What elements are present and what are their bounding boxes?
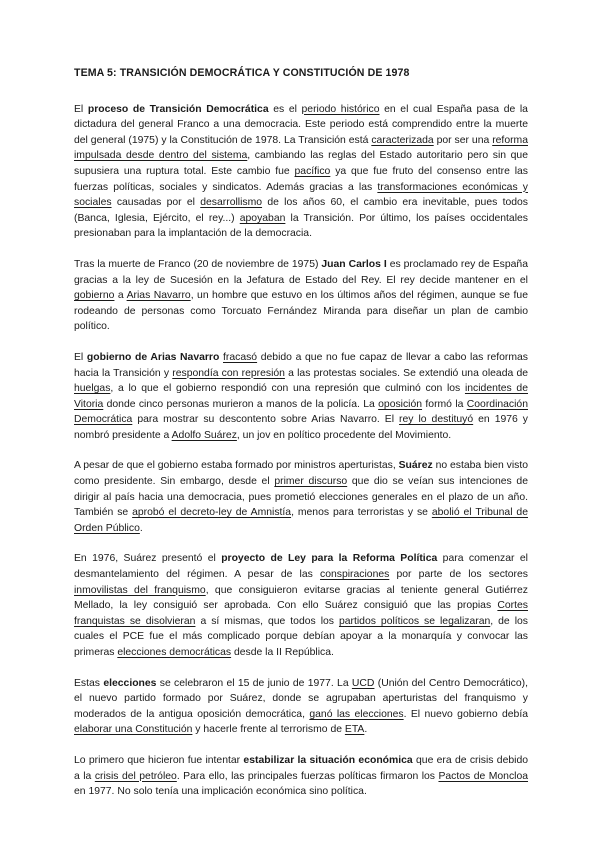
underlined-term: huelgas: [74, 383, 111, 395]
underlined-term: aprobó el decreto-ley de Amnistía: [132, 507, 292, 519]
paragraph: [74, 676, 528, 738]
underlined-term: Coordinación Democrática: [74, 398, 528, 426]
underlined-term: Pactos de Moncloa: [438, 770, 529, 782]
underlined-term: Adolfo Suárez: [171, 429, 237, 441]
text-run: desde la II República.: [231, 647, 334, 658]
document-title: TEMA 5: TRANSICIÓN DEMOCRÁTICA Y CONSTITUCIÓN DE 1978: [74, 67, 410, 79]
text-run: .: [139, 522, 143, 534]
text-run: . Para ello, las principales fuerzas políticas firmaron los: [176, 770, 439, 782]
underlined-term: oposición: [378, 398, 423, 410]
text-run: , de los cuales el PCE fue el más complicado porque debían apoyar a la monarquía y convocar las primeras: [74, 615, 528, 658]
text-run: , un jov en político procedente del Movimiento.: [236, 429, 452, 441]
underlined-term: conspiraciones: [320, 569, 390, 581]
text-run: que dio se veían sus intenciones de dirigir al país hacia una democracia, pues prometió elecciones generales en el plazo de un año. También se: [74, 476, 528, 519]
text-run: ya que fue fruto del consenso entre las fuerzas políticas, sociales y sindicatos. Además gracias a las: [74, 165, 529, 193]
underlined-term: fracasó: [223, 351, 258, 363]
text-run: , a lo que el gobierno respondió con una represión que culminó con los: [110, 383, 465, 395]
underlined-term: Cortes franquistas se disolvieran: [74, 600, 528, 627]
text-run: es el: [268, 103, 302, 115]
underlined-term: inmovilistas del franquismo: [74, 584, 206, 596]
text-run: formó la: [422, 398, 467, 410]
bold-term: proyecto de Ley para la Reforma Política: [221, 553, 438, 565]
text-run: no estaba bien visto como presidente. Sin embargo, desde el: [74, 460, 528, 488]
underlined-term: gobierno: [74, 290, 115, 302]
text-run: El: [74, 103, 88, 115]
text-run: Estas: [74, 677, 104, 689]
underlined-term: elecciones democráticas: [117, 647, 232, 658]
text-run: debido a que no fue capaz de llevar a cabo las reformas hacia la Transición y: [74, 351, 528, 379]
text-run: para comenzar el desmantelamiento del régimen. A pesar de las: [74, 553, 528, 581]
text-run: En 1976, Suárez presentó el: [74, 553, 222, 565]
text-run: por ser una: [433, 134, 493, 146]
text-run: en el cual España pasa de la dictadura del general Franco a una democracia. Este periodo está comprendido entre la muerte del general (1975) y la Constitución de 1978. La Transición está: [74, 103, 528, 146]
underlined-term: reforma impulsada desde dentro del sistema: [74, 134, 528, 162]
paragraph: [74, 102, 528, 242]
text-run: que era de crisis debido a la: [74, 754, 529, 782]
underlined-term: pacífico: [294, 165, 331, 177]
text-run: de los años 60, el cambio era inevitable, pues todos (Banca, Iglesia, Ejército, el rey...): [74, 197, 528, 224]
text-run: en 1977. No solo tenía una implicación económica sino política.: [74, 786, 367, 798]
text-run: a: [114, 290, 127, 302]
text-run: por parte de los sectores: [389, 569, 528, 581]
text-run: , un hombre que estuvo en los últimos años del régimen, aunque se fue rodeando de personas como Torcuato Fernández Miranda para diseñar un plan de cambio político.: [74, 290, 528, 333]
text-run: la Transición. Por último, los países occidentales presionaban para la implantación de la democracia.: [74, 212, 528, 240]
underlined-term: desarrollismo: [200, 197, 263, 209]
text-run: para mostrar su descontento sobre Arias Navarro. El: [132, 414, 400, 426]
underlined-term: periodo histórico: [301, 103, 380, 115]
text-run: Tras la muerte de Franco (20 de noviembre de 1975): [74, 258, 322, 270]
text-run: se celebraron el 15 de junio de 1977. La: [156, 677, 352, 689]
underlined-term: respondía con represión: [172, 367, 285, 379]
underlined-term: apoyaban: [239, 212, 286, 224]
underlined-term: partidos políticos se legalizaran: [338, 615, 491, 627]
underlined-term: incidentes de Vitoria: [74, 383, 528, 410]
text-run: a las protestas sociales. Se extendió una oleada de: [284, 367, 529, 379]
underlined-term: Arias Navarro: [126, 290, 191, 302]
bold-term: gobierno de Arias Navarro: [86, 351, 220, 363]
underlined-term: abolió el Tribunal de Orden Público: [74, 507, 528, 534]
underlined-term: transformaciones económicas y sociales: [74, 181, 528, 209]
text-run: , que consiguieron evitarse gracias al teniente general Gutiérrez Mellado, la ley consiguió ser aprobada. Con ello Suárez consiguió que las propias: [74, 584, 528, 612]
underlined-term: rey lo destituyó: [399, 414, 474, 426]
paragraph: [74, 551, 528, 660]
text-run: . El nuevo gobierno debía: [403, 708, 528, 720]
document-page: [74, 66, 528, 815]
bold-term: Suárez: [398, 460, 433, 472]
text-run: .: [364, 724, 368, 736]
text-run: (Unión del Centro Democrático), el nuevo partido formado por Suárez, donde se agrupaban aperturistas del franquismo y moderados de la antigua oposición democrática,: [74, 677, 528, 720]
underlined-term: primer discurso: [274, 476, 348, 488]
text-run: es proclamado rey de España gracias a la ley de Sucesión en la Jefatura de Estado del Rey. El rey decide mantener en el: [74, 258, 528, 286]
underlined-term: caracterizada: [371, 134, 434, 146]
text-run: causadas por el: [111, 197, 201, 209]
text-run: donde cinco personas murieron a manos de la policía. La: [103, 398, 379, 410]
text-run: , cambiando las reglas del Estado autoritario pero sin que supusiera una ruptura total. Este cambio fue: [74, 150, 528, 177]
text-run: a sí mismas, que todos los: [195, 615, 339, 627]
text-run: Lo primero que hicieron fue intentar: [74, 754, 244, 766]
paragraph: [74, 753, 528, 800]
bold-term: estabilizar la situación económica: [243, 754, 413, 766]
paragraph: [74, 257, 528, 335]
bold-term: Juan Carlos I: [321, 258, 387, 270]
text-run: , menos para terroristas y se: [291, 507, 432, 519]
paragraph: [74, 350, 528, 444]
text-run: A pesar de que el gobierno estaba formado por ministros aperturistas,: [74, 460, 399, 472]
underlined-term: elaborar una Constitución: [74, 724, 193, 736]
bold-term: proceso de Transición Democrática: [87, 103, 269, 115]
bold-term: elecciones: [103, 677, 157, 689]
document-body: [74, 102, 528, 800]
underlined-term: UCD: [351, 677, 375, 689]
underlined-term: ganó las elecciones: [309, 708, 404, 720]
text-run: en 1976 y nombró presidente a: [74, 414, 529, 441]
text-run: y hacerle frente al terrorismo de: [192, 724, 345, 736]
underlined-term: crisis del petróleo: [94, 770, 177, 782]
paragraph: [74, 458, 528, 536]
text-run: El: [74, 351, 87, 363]
underlined-term: ETA: [344, 724, 365, 736]
